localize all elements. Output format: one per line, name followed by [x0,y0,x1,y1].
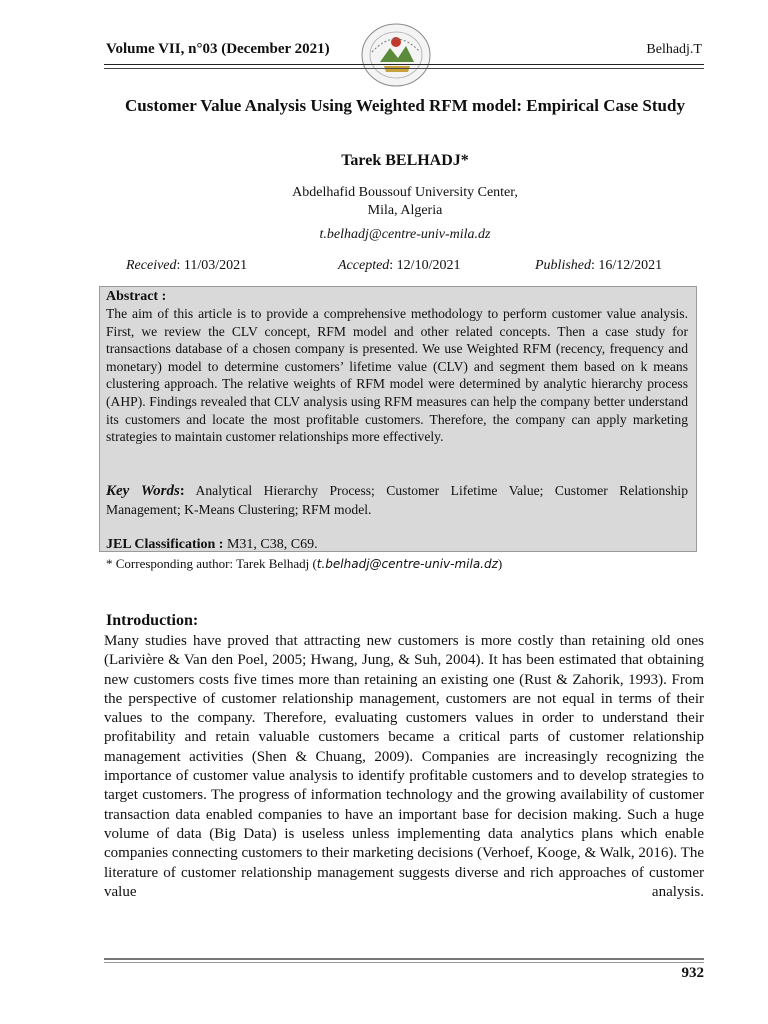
footer-rule-thin [104,962,704,963]
header-rule-thin [104,68,704,69]
corresponding-author [106,556,502,572]
published-date [535,258,662,274]
keywords-colon: : [179,483,185,499]
page-number: 932 [681,965,704,981]
introduction-heading: Introduction: [106,612,199,629]
jel-codes: M31, C38, C69. [223,537,318,552]
affiliation-line-2: Mila, Algeria [367,203,443,218]
journal-logo [360,22,432,88]
header-rule [104,64,704,65]
author-email: t.belhadj@centre-univ-mila.dz [319,227,491,242]
received-label: Received [126,258,177,273]
jel-classification [106,537,318,553]
paper-title: Customer Value Analysis Using Weighted RFM model: Empirical Case Study [125,96,685,115]
footer-rule [104,958,704,960]
accepted-label: Accepted [338,258,390,273]
jel-label: JEL Classification : [106,537,224,552]
abstract-heading: Abstract : [106,289,167,304]
accepted-date [338,258,460,274]
keywords-label: Key Words [106,483,180,499]
affiliation [100,184,710,220]
running-author: Belhadj.T [646,42,702,57]
published-label: Published [535,258,591,273]
keywords [106,482,688,519]
corresponding-suffix: ) [497,556,503,571]
journal-volume: Volume VII, n°03 (December 2021) [106,41,330,57]
abstract-text: The aim of this article is to provide a comprehensive methodology to perform customer value analysis. First, we review the CLV concept, RFM model and other related concepts. Then a case study for transactions database of a chosen company is presented. We use Weighted RFM (recency, frequency and monetary) model to determine customers’ lifetime value (CLV) and segment them based on k means clustering approach. The relative weights of RFM model were determined by analytic hierarchy process (AHP). Findings revealed that CLV analysis using RFM measures can help the company better understand its customers and locate the most profitable customers. Therefore, the company can apply marketing strategies to maintain customer relationships more effectively. [106,306,688,445]
introduction-text: Many studies have proved that attracting new customers is more costly than retaining old ones (Larivière & Van den Poel, 2005; Hwang, Jung, & Suh, 2004). It has been estimated that obtaining new customers costs five times more than retaining an existing one (Rust & Zahorik, 1993). From the perspective of customer relationship management, customers are not equal in terms of their values to the company. Therefore, evaluating customers values in order to understand their profitability and retain valuable customers became a critical parts of customer relationship management activities (Shen & Chuang, 2009). Companies are increasingly recognizing the importance of customer value analysis to identify profitable customers and to develop strategies to target customers. The progress of information technology and the growing availability of customer transaction data enabled companies to have an important base for decision making. Such a huge volume of data (Big Data) is useless unless implementing data analytics plans which enable companies connecting customers to their marketing decisions (Verhoef, Kooge, & Walk, 2016). The literature of customer relationship management suggests diverse and rich approaches of customer value analysis. [104,633,704,900]
accepted-value: : 12/10/2021 [389,258,461,273]
affiliation-line-1: Abdelhafid Boussouf University Center, [292,185,518,200]
keywords-list: Analytical Hierarchy Process; Customer Lifetime Value; Customer Relationship Management; K-Means Clustering; RFM model. [106,483,688,517]
corresponding-email: t.belhadj@centre-univ-mila.dz [316,557,498,571]
published-value: : 16/12/2021 [591,258,663,273]
received-value: : 11/03/2021 [176,258,248,273]
author-name: Tarek BELHADJ* [341,152,469,169]
corresponding-prefix: * Corresponding author: Tarek Belhadj ( [106,556,317,571]
received-date [126,258,247,274]
